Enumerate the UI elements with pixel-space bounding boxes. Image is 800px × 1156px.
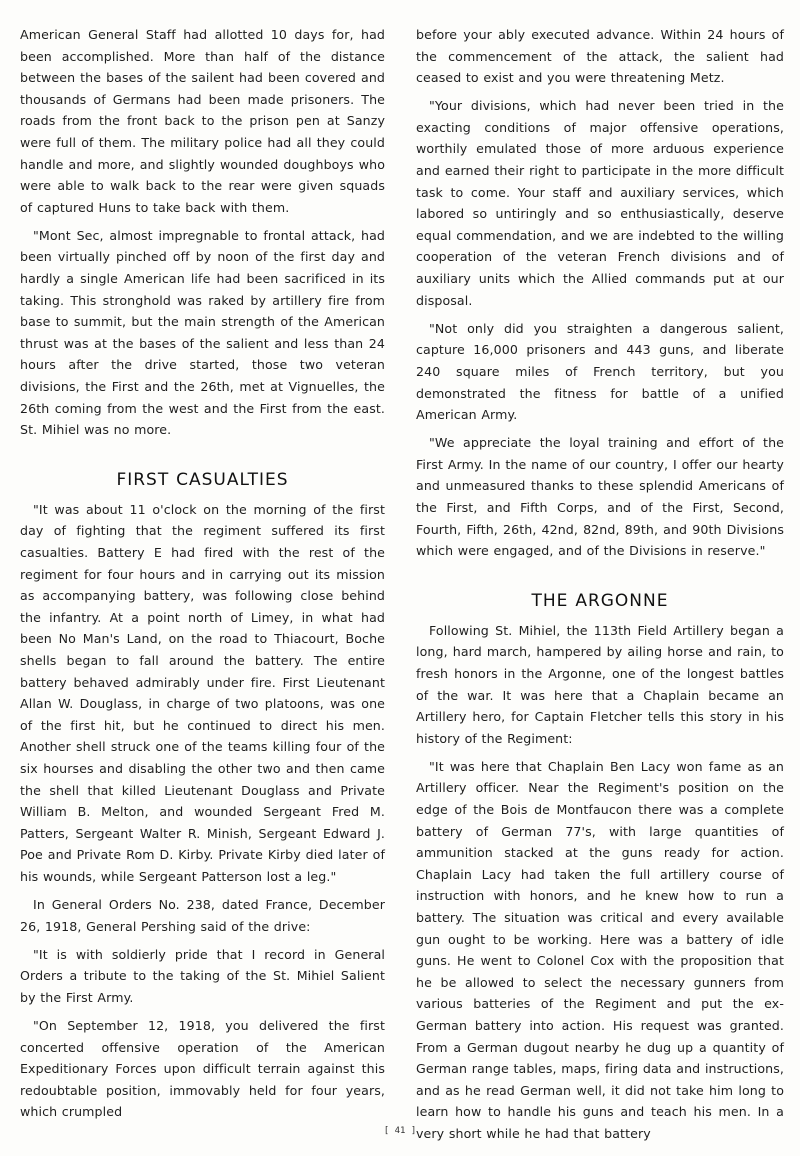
section-heading-first-casualties: FIRST CASUALTIES bbox=[116, 469, 289, 490]
section-heading-the-argonne: THE ARGONNE bbox=[531, 590, 669, 611]
right-column bbox=[416, 24, 784, 1151]
paragraph: "On September 12, 1918, you delivered the first concerted offensive operation of the American Expeditionary Forces upon difficult terrain against this redoubtable position, immovably held for four years, which crumpled bbox=[20, 1017, 385, 1120]
page-number: [ 41 ] bbox=[383, 1126, 417, 1136]
paragraph: "It was here that Chaplain Ben Lacy won fame as an Artillery officer. Near the Regiment's position on the edge of the Bois de Montfaucon there was a complete battery of German 77's, with large quantities of ammunition stacked at the guns ready for action. Chaplain Lacy had taken the full artillery course of instruction with honors, and he knew how to run a battery. The situation was critical and every available gun ought to be working. Here was a battery of idle guns. He went to Colonel Cox with the proposition that he be allowed to select the necessary gunners from various batteries of the Regiment and put the ex-German battery into action. His request was granted. From a German dugout nearby he dug up a quantity of German range tables, maps, firing data and instructions, and as he read German well, it did not take him long to learn how to handle his guns and teach his men. In a very short while he had that battery bbox=[416, 758, 784, 1141]
paragraph: American General Staff had allotted 10 days for, had been accomplished. More than half of the distance between the bases of the sailent had been covered and thousands of Germans had been made prisoners. The roads from the front back to the prison pen at Sanzy were full of them. The military police had all they could handle and more, and slightly wounded doughboys who were able to walk back to the rear were given squads of captured Huns to take back with them. bbox=[20, 27, 385, 215]
paragraph: Following St. Mihiel, the 113th Field Artillery began a long, hard march, hampered by ailing horse and rain, to fresh honors in the Argonne, one of the longest battles of the war. It was here that a Chaplain became an Artillery hero, for Captain Fletcher tells this story in his history of the Regiment: bbox=[416, 622, 784, 746]
left-column bbox=[20, 24, 385, 1129]
paragraph: "It was about 11 o'clock on the morning of the first day of fighting that the regiment suffered its first casualties. Battery E had fired with the rest of the regiment for four hours and in carrying out its mission as accompanying battery, was following close behind the infantry. At a point north of Limey, in what had been No Man's Land, on the road to Thiacourt, Boche shells began to fall around the battery. The entire battery behaved admirably under fire. First Lieutenant Allan W. Douglass, in charge of two platoons, was one of the first hit, but he continued to direct his men. Another shell struck one of the teams killing four of the six hourses and disabling the other two and then came the shell that killed Lieutenant Douglass and Private William B. Melton, and wounded Sergeant Fred M. Patters, Sergeant Walter R. Minish, Sergeant Edward J. Poe and Private Rom D. Kirby. Private Kirby died later of his wounds, while Sergeant Patterson lost a leg." bbox=[20, 501, 385, 884]
paragraph: "Mont Sec, almost impregnable to frontal attack, had been virtually pinched off by noon of the first day and hardly a single American life had been sacrificed in its taking. This stronghold was raked by artillery fire from base to summit, but the main strength of the American thrust was at the bases of the salient and less than 24 hours after the drive started, those two veteran divisions, the First and the 26th, met at Vignuelles, the 26th coming from the west and the First from the east. St. Mihiel was no more. bbox=[20, 227, 385, 438]
paragraph: before your ably executed advance. Within 24 hours of the commencement of the attack, the salient had ceased to exist and you were threatening Metz. bbox=[416, 27, 784, 86]
paragraph: "Not only did you straighten a dangerous salient, capture 16,000 prisoners and 443 guns, and liberate 240 square miles of French territory, but you demonstrated the fitness for battle of a unified American Army. bbox=[416, 320, 784, 423]
paragraph: "Your divisions, which had never been tried in the exacting conditions of major offensive operations, worthily emulated those of more arduous experience and earned their right to participate in the more difficult task to come. Your staff and auxiliary services, which labored so untiringly and so enthusiastically, deserve equal commendation, and we are indebted to the willing cooperation of the veteran French divisions and of auxiliary units which the Allied commands put at our disposal. bbox=[416, 98, 784, 308]
paragraph: "We appreciate the loyal training and effort of the First Army. In the name of our country, I offer our hearty and unmeasured thanks to these splendid Americans of the First, and Fifth Corps, and of the First, Second, Fourth, Fifth, 26th, 42nd, 82nd, 89th, and 90th Divisions which were engaged, and of the Divisions in reserve." bbox=[416, 435, 784, 559]
paragraph: "It is with soldierly pride that I record in General Orders a tribute to the taking of the St. Mihiel Salient by the First Army. bbox=[20, 946, 385, 1005]
paragraph: In General Orders No. 238, dated France, December 26, 1918, General Pershing said of the drive: bbox=[20, 896, 385, 934]
